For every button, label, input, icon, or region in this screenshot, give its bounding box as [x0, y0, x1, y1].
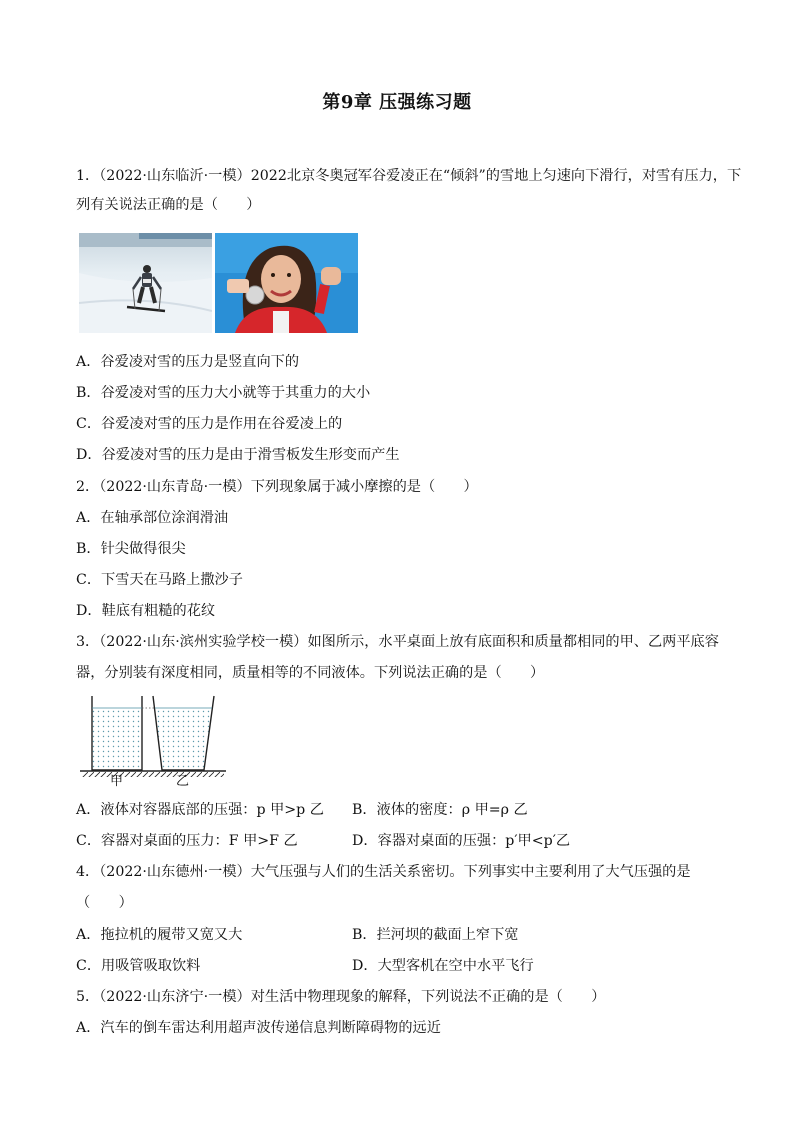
q4-stem-line1: 4．（2022·山东德州·一模）大气压强与人们的生活关系密切。下列事实中主要利用了大气压强的是 [76, 864, 691, 880]
q3-option-b: B．液体的密度：ρ 甲=ρ 乙 [352, 802, 528, 818]
q1-option-c: C．谷爱凌对雪的压力是作用在谷爱凌上的 [76, 416, 343, 432]
container-label-yi: 乙 [176, 774, 190, 789]
q4-option-a: A．拖拉机的履带又宽又大 [76, 927, 243, 943]
q2-option-b: B．针尖做得很尖 [76, 541, 186, 557]
q5-stem: 5．（2022·山东济宁·一模）对生活中物理现象的解释，下列说法不正确的是（ ） [76, 989, 606, 1005]
q1-option-b: B．谷爱凌对雪的压力大小就等于其重力的大小 [76, 385, 371, 401]
q4-stem-line2: （ ） [76, 895, 133, 911]
q2-stem: 2．（2022·山东青岛·一模）下列现象属于减小摩擦的是（ ） [76, 479, 478, 495]
containers-diagram [76, 694, 236, 788]
q1-stem-line1: 1．（2022·山东临沂·一模）2022北京冬奥冠军谷爱凌正在“倾斜”的雪地上匀速向下滑行，对雪有压力，下 [76, 168, 742, 184]
q3-stem-line1: 3．（2022·山东·滨州实验学校一模）如图所示，水平桌面上放有底面积和质量都相同的甲、乙两平底容 [76, 634, 719, 650]
q2-option-a: A．在轴承部位涂润滑油 [76, 510, 229, 526]
q2-option-d: D．鞋底有粗糙的花纹 [76, 603, 216, 619]
q4-option-b: B．拦河坝的截面上窄下宽 [352, 927, 519, 943]
q3-option-a: A．液体对容器底部的压强：p 甲>p 乙 [76, 802, 324, 818]
q1-stem-line2: 列有关说法正确的是（ ） [76, 197, 261, 213]
skier-photo [79, 233, 212, 333]
athlete-photo [215, 233, 358, 333]
q3-option-d: D．容器对桌面的压强：p′甲<p′乙 [352, 833, 571, 849]
q1-option-d: D．谷爱凌对雪的压力是由于滑雪板发生形变而产生 [76, 447, 400, 463]
q3-stem-line2: 器，分别装有深度相同，质量相等的不同液体。下列说法正确的是（ ） [76, 665, 545, 681]
q4-option-c: C．用吸管吸取饮料 [76, 958, 201, 974]
q4-option-d: D．大型客机在空中水平飞行 [352, 958, 534, 974]
q1-option-a: A．谷爱凌对雪的压力是竖直向下的 [76, 354, 300, 370]
q2-option-c: C．下雪天在马路上撒沙子 [76, 572, 243, 588]
page-title: 第9章 压强练习题 [322, 92, 472, 113]
container-label-jia: 甲 [110, 774, 124, 789]
q3-option-c: C．容器对桌面的压力：F 甲>F 乙 [76, 833, 298, 849]
q5-option-a: A．汽车的倒车雷达利用超声波传递信息判断障碍物的远近 [76, 1020, 441, 1036]
